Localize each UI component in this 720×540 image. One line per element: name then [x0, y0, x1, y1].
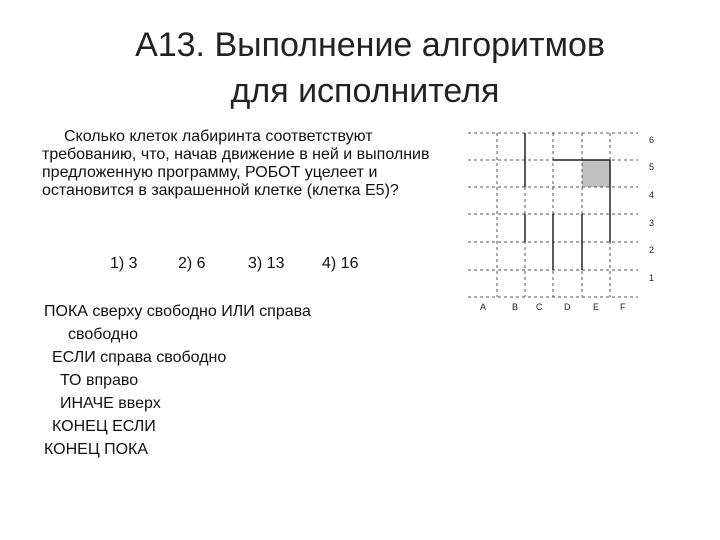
maze-cell-shaded: [582, 160, 610, 187]
row-label-2: 2: [649, 245, 655, 255]
col-label-e: E: [593, 302, 600, 312]
program-line: ЕСЛИ справа свободно: [52, 349, 227, 366]
col-label-c: C: [536, 302, 543, 312]
title-line-2: для исполнителя: [230, 72, 500, 110]
answer-option-3: 3) 13: [248, 255, 285, 272]
col-label-b: B: [512, 302, 519, 312]
program-line: ТО вправо: [60, 372, 139, 389]
program-line: свободно: [68, 326, 138, 343]
answer-option-4: 4) 16: [322, 255, 359, 272]
row-label-3: 3: [649, 218, 655, 228]
col-label-d: D: [564, 302, 571, 312]
col-label-a: A: [480, 302, 487, 312]
program-line: КОНЕЦ ПОКА: [44, 441, 149, 458]
program-line: КОНЕЦ ЕСЛИ: [52, 418, 156, 435]
row-label-4: 4: [649, 190, 655, 200]
answer-option-1: 1) 3: [110, 255, 138, 272]
maze-walls: [525, 133, 610, 270]
row-label-6: 6: [649, 135, 655, 145]
col-label-f: F: [620, 302, 626, 312]
program-line: ПОКА сверху свободно ИЛИ справа: [44, 303, 311, 320]
answer-option-2: 2) 6: [178, 255, 206, 272]
title-line-1: А13. Выполнение алгоритмов: [135, 26, 605, 64]
row-label-1: 1: [649, 273, 655, 283]
question-text: Сколько клеток лабиринта соответствуют требованию, что, начав движение в ней и выполнив предложенную программу, РОБОТ уцелеет и остановится в закрашенной клетке (клетка Е5)?: [42, 128, 430, 199]
row-label-5: 5: [649, 162, 655, 172]
program-line: ИНАЧЕ вверх: [60, 395, 161, 412]
